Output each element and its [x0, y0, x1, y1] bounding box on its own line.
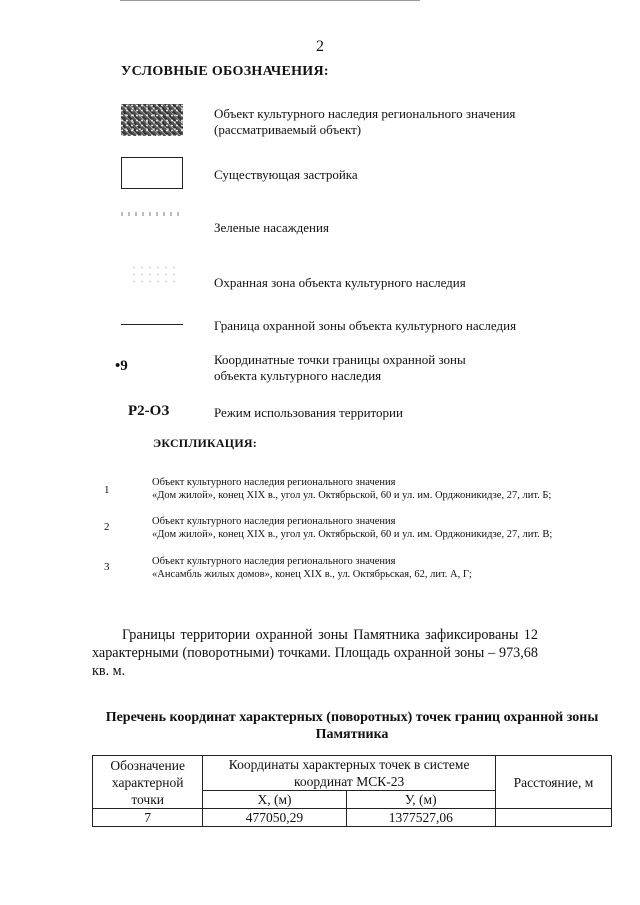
legend-item-points: Координатные точки границы охранной зоны объекта культурного наследия	[214, 352, 466, 383]
explication-line: «Дом жилой», конец XIX в., угол ул. Октябрьской, 60 и ул. им. Орджоникидзе, 27, лит. В;	[152, 529, 553, 540]
header-coordinates: Координаты характерных точек в системе координат МСК-23	[203, 756, 496, 791]
explication-line: «Ансамбль жилых домов», конец XIX в., ул. Октябрьская, 62, лит. А, Г;	[152, 569, 472, 580]
regime-code-symbol: Р2-ОЗ	[128, 403, 170, 419]
page-top-rule	[120, 0, 420, 2]
legend-title: УСЛОВНЫЕ ОБОЗНАЧЕНИЯ:	[121, 64, 329, 79]
explication-item	[152, 515, 552, 541]
protection-zone-swatch	[130, 264, 178, 284]
legend-item-regime: Режим использования территории	[214, 405, 403, 420]
cell-y: 1377527,06	[346, 809, 495, 827]
cell-point: 7	[93, 809, 203, 827]
legend-item-boundary: Граница охранной зоны объекта культурного наследия	[214, 318, 517, 333]
explication-item	[152, 555, 472, 581]
explication-title: ЭКСПЛИКАЦИЯ:	[153, 436, 257, 450]
explication-line: Объект культурного наследия регионального значения	[152, 516, 396, 527]
zone-description-paragraph	[92, 626, 538, 680]
header-designation: Обозначение характерной точки	[93, 756, 203, 809]
legend-item-buildings: Существующая застройка	[214, 167, 358, 182]
coordinates-table-title: Перечень координат характерных (поворотных) точек границ охранной зоны Памятника	[105, 710, 599, 742]
explication-line: Объект культурного наследия регионального значения	[152, 477, 396, 488]
header-y: У, (м)	[346, 791, 495, 809]
table-row	[93, 809, 612, 827]
paragraph-text: Границы территории охранной зоны Памятника зафиксированы 12 характерными (поворотными) точками. Площадь охранной зоны – 973,68 кв. м.	[92, 627, 538, 679]
coordinates-table	[92, 755, 612, 827]
header-x: X, (м)	[203, 791, 346, 809]
existing-building-swatch	[121, 157, 183, 189]
page-number: 2	[316, 38, 324, 55]
legend-item-heritage: Объект культурного наследия регионального значения (рассматриваемый объект)	[214, 106, 516, 137]
cell-x: 477050,29	[203, 809, 346, 827]
explication-line: «Дом жилой», конец XIX в., угол ул. Октябрьской, 60 и ул. им. Орджоникидзе, 27, лит. Б;	[152, 490, 552, 501]
zone-boundary-line-swatch	[121, 324, 183, 325]
header-distance: Расстояние, м	[495, 756, 611, 809]
heritage-object-swatch	[121, 104, 183, 136]
legend-item-green: Зеленые насаждения	[214, 220, 329, 235]
green-space-swatch	[121, 212, 183, 216]
explication-item	[152, 476, 551, 502]
cell-distance	[495, 809, 611, 827]
coordinate-point-symbol: •9	[115, 358, 128, 374]
legend-item-zone: Охранная зона объекта культурного наследия	[214, 275, 466, 290]
explication-number: 2	[104, 521, 110, 533]
explication-number: 1	[104, 484, 110, 496]
explication-line: Объект культурного наследия регионального значения	[152, 556, 396, 567]
point-symbol-number: 9	[120, 358, 128, 374]
explication-number: 3	[104, 561, 110, 573]
